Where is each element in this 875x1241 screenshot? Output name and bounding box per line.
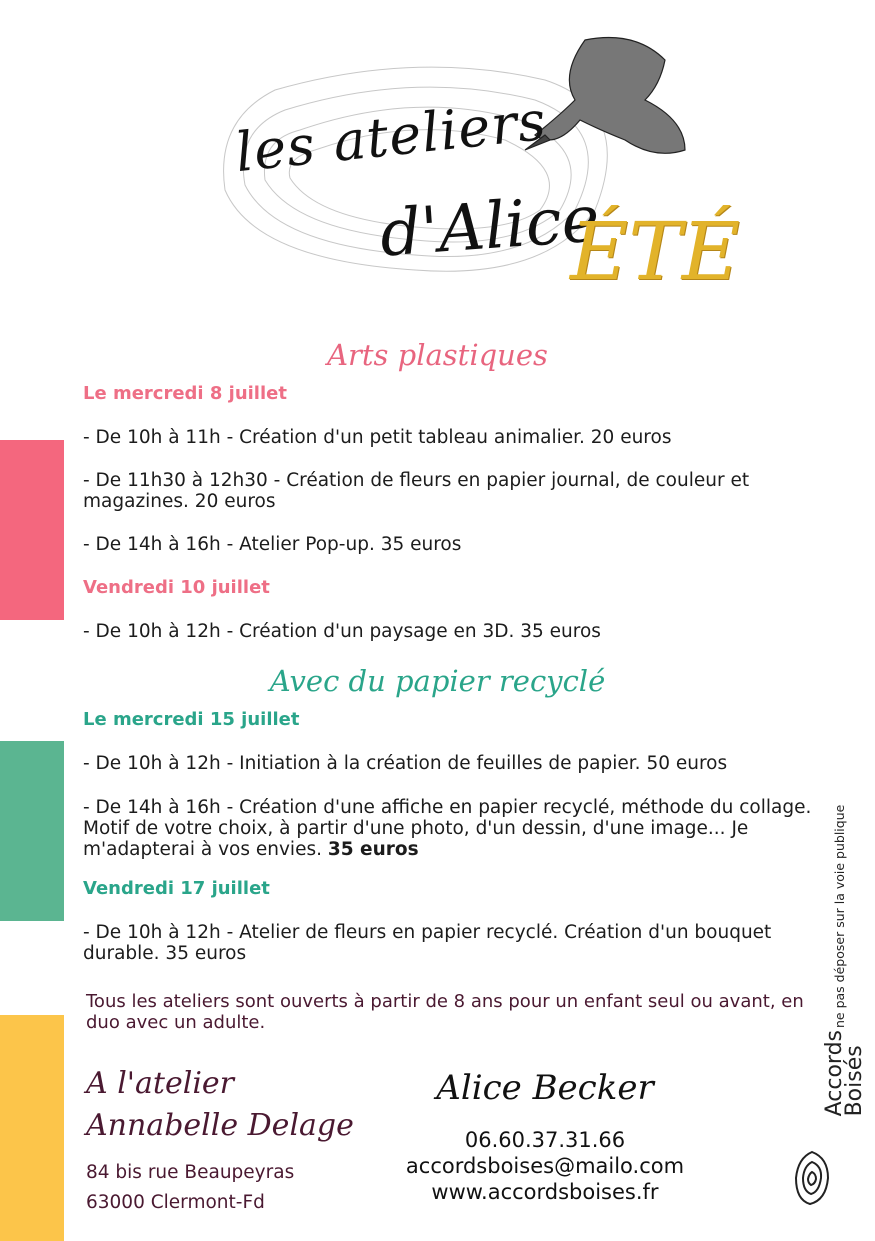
day-heading: Le mercredi 8 juillet bbox=[83, 383, 287, 404]
workshop-item-text: - De 14h à 16h - Création d'une affiche en papier recyclé, méthode du collage. Motif de votre choix, à partir d'une photo, d'un dessin, d'une image... Je m'adapterai à vos envies. bbox=[83, 797, 812, 860]
contact-email: accordsboises@mailo.com bbox=[405, 1154, 685, 1178]
age-note: Tous les ateliers sont ouverts à partir de 8 ans pour un enfant seul ou avant, en duo avec un adulte. bbox=[86, 991, 804, 1033]
day-heading: Le mercredi 15 juillet bbox=[83, 709, 300, 730]
brand-logo bbox=[792, 1030, 867, 1215]
location-line-2: Annabelle Delage bbox=[86, 1108, 354, 1143]
contact-phone: 06.60.37.31.66 bbox=[464, 1128, 626, 1152]
location-city: 63000 Clermont-Fd bbox=[86, 1192, 265, 1213]
brand-line-1: Accords bbox=[822, 1030, 847, 1117]
day-heading: Vendredi 17 juillet bbox=[83, 878, 270, 899]
workshop-item: - De 10h à 12h - Atelier de fleurs en papier recyclé. Création d'un bouquet durable. 35 euros bbox=[83, 922, 772, 964]
workshop-item-price: 35 euros bbox=[327, 839, 419, 860]
brand-line-2: Boisés bbox=[842, 1045, 867, 1117]
green-side-bar bbox=[0, 741, 64, 921]
logo bbox=[215, 30, 775, 330]
workshop-item: - De 10h à 11h - Création d'un petit tableau animalier. 20 euros bbox=[83, 427, 672, 448]
logo-line-1: les ateliers bbox=[232, 88, 550, 185]
location-street: 84 bis rue Beaupeyras bbox=[86, 1162, 295, 1183]
logo-line-2: d'Alice bbox=[377, 182, 602, 272]
side-notice: ne pas déposer sur la voie publique bbox=[832, 804, 847, 1028]
workshop-item: - De 11h30 à 12h30 - Création de fleurs en papier journal, de couleur et magazines. 20 euros bbox=[83, 470, 750, 512]
workshop-item: - De 10h à 12h - Création d'un paysage en 3D. 35 euros bbox=[83, 621, 601, 642]
location-line-1: A l'atelier bbox=[86, 1066, 235, 1101]
workshop-item: - De 14h à 16h - Atelier Pop-up. 35 euros bbox=[83, 534, 462, 555]
contact-name: Alice Becker bbox=[436, 1068, 654, 1108]
workshop-item: - De 10h à 12h - Initiation à la création de feuilles de papier. 50 euros bbox=[83, 753, 728, 774]
workshop-item bbox=[83, 797, 813, 860]
wood-ring-icon bbox=[792, 1148, 832, 1208]
section-title-papier-recycle: Avec du papier recyclé bbox=[269, 664, 606, 698]
contact-website: www.accordsboises.fr bbox=[431, 1180, 659, 1204]
day-heading: Vendredi 10 juillet bbox=[83, 577, 270, 598]
section-title-arts-plastiques: Arts plastiques bbox=[327, 338, 548, 372]
brand-text bbox=[822, 1030, 867, 1117]
season-title: ÉTÉ bbox=[570, 205, 741, 298]
pink-side-bar bbox=[0, 440, 64, 620]
yellow-side-bar bbox=[0, 1015, 64, 1241]
